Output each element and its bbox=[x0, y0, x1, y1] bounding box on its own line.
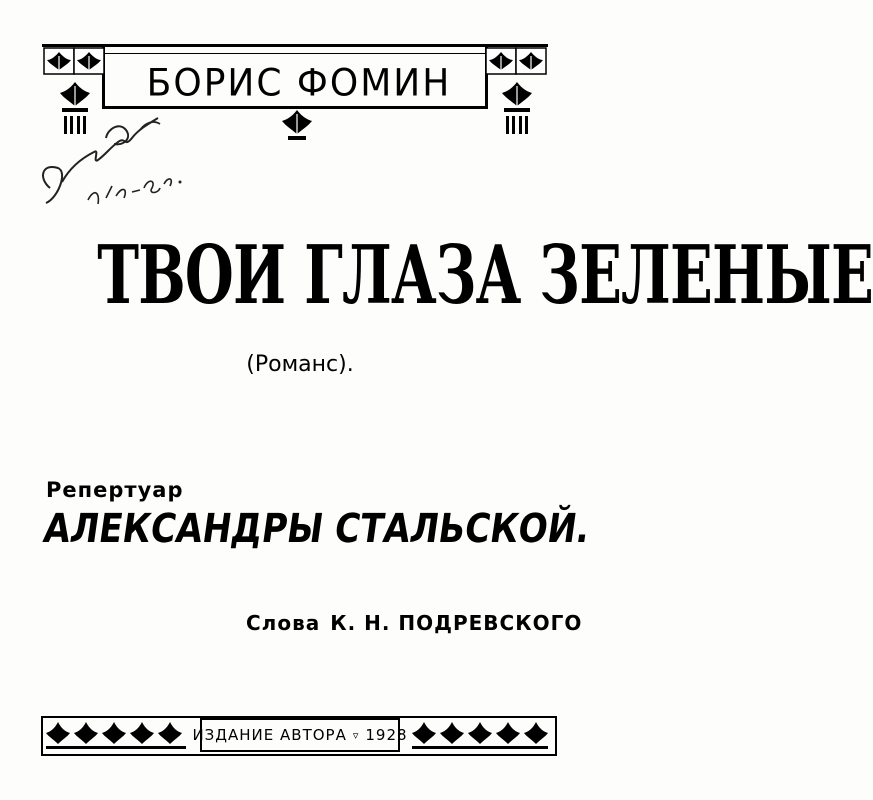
lyrics-credit bbox=[246, 611, 582, 635]
lotus-ornament-icon bbox=[74, 48, 104, 74]
publication-year: 1928 bbox=[365, 726, 408, 744]
lyricist-name: К. Н. ПОДРЕВСКОГО bbox=[330, 611, 583, 635]
song-genre: (Романс). bbox=[246, 352, 354, 377]
lotus-ornament-icon bbox=[280, 108, 314, 144]
song-title: ТВОИ ГЛАЗА ЗЕЛЕНЫЕ bbox=[97, 226, 873, 323]
publisher-box bbox=[192, 718, 408, 752]
frame-inner-line bbox=[102, 53, 488, 54]
lotus-ornament-icon bbox=[500, 80, 534, 138]
composer-name: БОРИС ФОМИН bbox=[146, 61, 452, 106]
lotus-ornament-icon bbox=[44, 48, 74, 74]
bottom-ornamental-bar bbox=[42, 716, 556, 756]
lotus-ornament-icon bbox=[516, 48, 546, 74]
publisher-label: ИЗДАНИЕ АВТОРА bbox=[192, 726, 347, 744]
triangle-separator-icon: ▿ bbox=[352, 728, 360, 742]
repertoire-label: Репертуар bbox=[46, 478, 184, 502]
handwritten-signature bbox=[28, 108, 198, 228]
lyrics-label: Слова bbox=[246, 611, 321, 635]
performer-name: АЛЕКСАНДРЫ СТАЛЬСКОЙ. bbox=[40, 506, 593, 552]
